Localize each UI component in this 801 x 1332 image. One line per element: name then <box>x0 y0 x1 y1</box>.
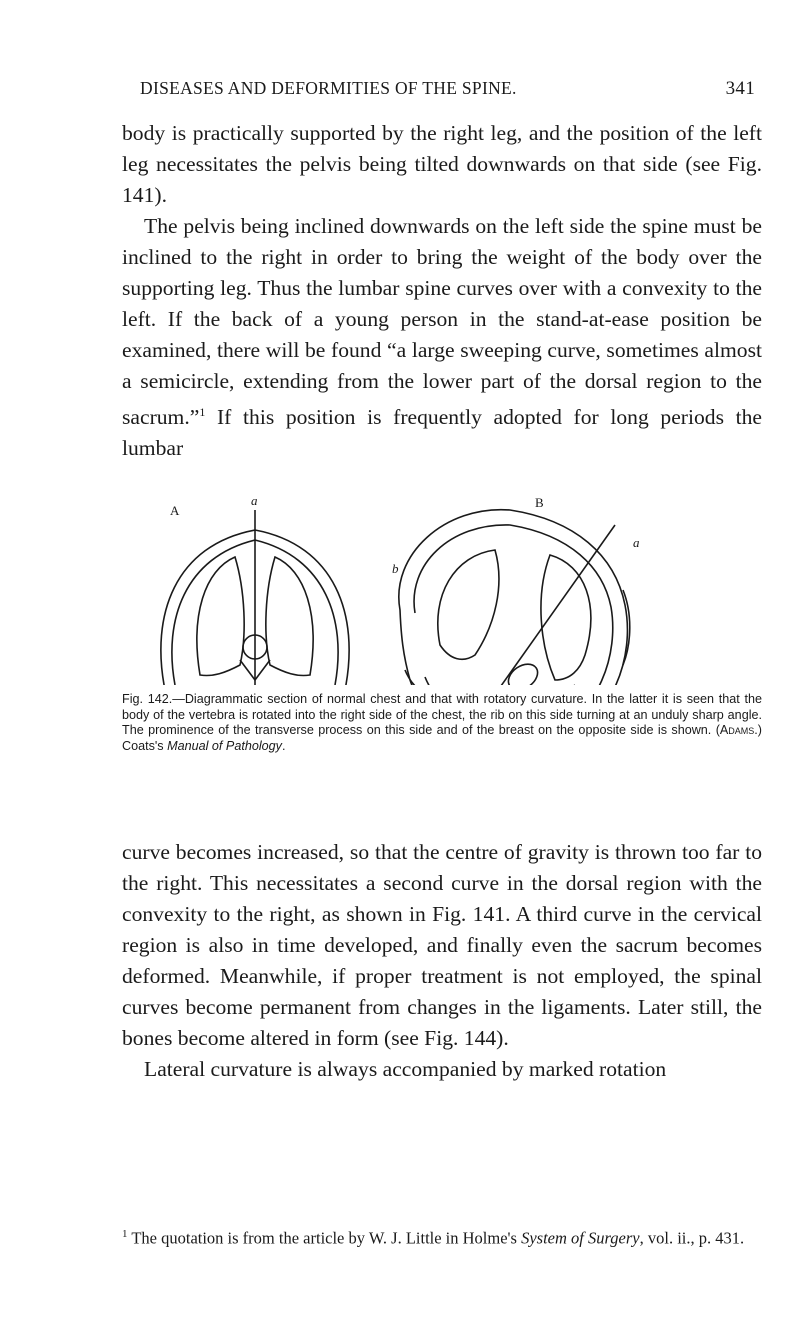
body-text-top <box>122 118 762 464</box>
chest-section-diagram <box>145 495 665 685</box>
normal-right-lung <box>266 557 313 676</box>
paragraph-3: curve becomes increased, so that the centre of gravity is thrown too far to the right. This necessitates a second curve in the dorsal region with the convexity to the right, as shown in Fig. 141. A third curve in the cervical region is also in time developed, and finally even the sacrum becomes deformed. Meanwhile, if proper treatment is not employed, the spinal curves become permanent from changes in the ligaments. Later still, the bones become altered in form (see Fig. 144). <box>122 840 762 1050</box>
caption-author: Adams <box>719 723 755 738</box>
caption-end: . <box>281 738 286 753</box>
footnote <box>122 1222 762 1251</box>
paragraph-2-text-a: The pelvis being inclined downwards on the left side the spine must be inclined to the right in order to bring the weight of the body over the supporting leg. Thus the lumbar spine curves over with a convexity to the left. If the back of a young person in the stand-at-ease position be examined, there will be found “a large sweeping curve, sometimes almost a semicircle, extending from the lower part of the dorsal region to the sacrum.” <box>122 214 762 430</box>
running-title: DISEASES AND DEFORMITIES OF THE SPINE. <box>140 78 517 98</box>
rotated-transverse-process <box>405 670 475 685</box>
rotated-vertebra <box>504 659 543 685</box>
caption-mid: .) Coats's <box>122 723 762 753</box>
footnote-reference: 1 <box>199 405 206 419</box>
label-b-right-top: b <box>392 561 399 576</box>
caption-book: Manual of Pathology <box>167 738 282 753</box>
label-a-right-top: a <box>633 535 640 550</box>
paragraph-1: body is practically supported by the right leg, and the position of the left leg necessitates the pelvis being tilted downwards on that side (see Fig. 141). <box>122 121 762 207</box>
label-A: A <box>170 503 180 518</box>
footnote-text-a: The quotation is from the article by W. J. Little in Holme's <box>127 1228 522 1248</box>
caption-lead: Fig. 142.—Diagrammatic section of normal chest and that with rotatory curvature. In the latter it is seen that the body of the vertebra is rotated into the right side of the chest, the rib on this side turning at an unduly sharp angle. The prominence of the transverse process on this side and of the breast on the opposite side is shown. ( <box>122 692 762 738</box>
figure-caption <box>122 692 762 754</box>
paragraph-2-text-b: If this position is frequently adopted for long periods the lumbar <box>122 405 762 461</box>
rotated-chest-outline <box>399 510 628 685</box>
footnote-text-b: , vol. ii., p. 431. <box>639 1228 745 1248</box>
footnote-marker: 1 <box>122 1228 128 1240</box>
body-text-bottom <box>122 837 762 1085</box>
rotated-right-lung <box>541 555 591 680</box>
page-number: 341 <box>725 78 755 99</box>
footnote-book: System of Surgery <box>521 1228 640 1248</box>
label-a-top-left: a <box>251 495 258 508</box>
normal-left-lung <box>197 557 244 676</box>
label-B: B <box>535 495 544 510</box>
paragraph-4: Lateral curvature is always accompanied by marked rotation <box>144 1057 667 1081</box>
paragraph-2 <box>122 214 762 460</box>
rotated-left-lung <box>438 550 499 659</box>
